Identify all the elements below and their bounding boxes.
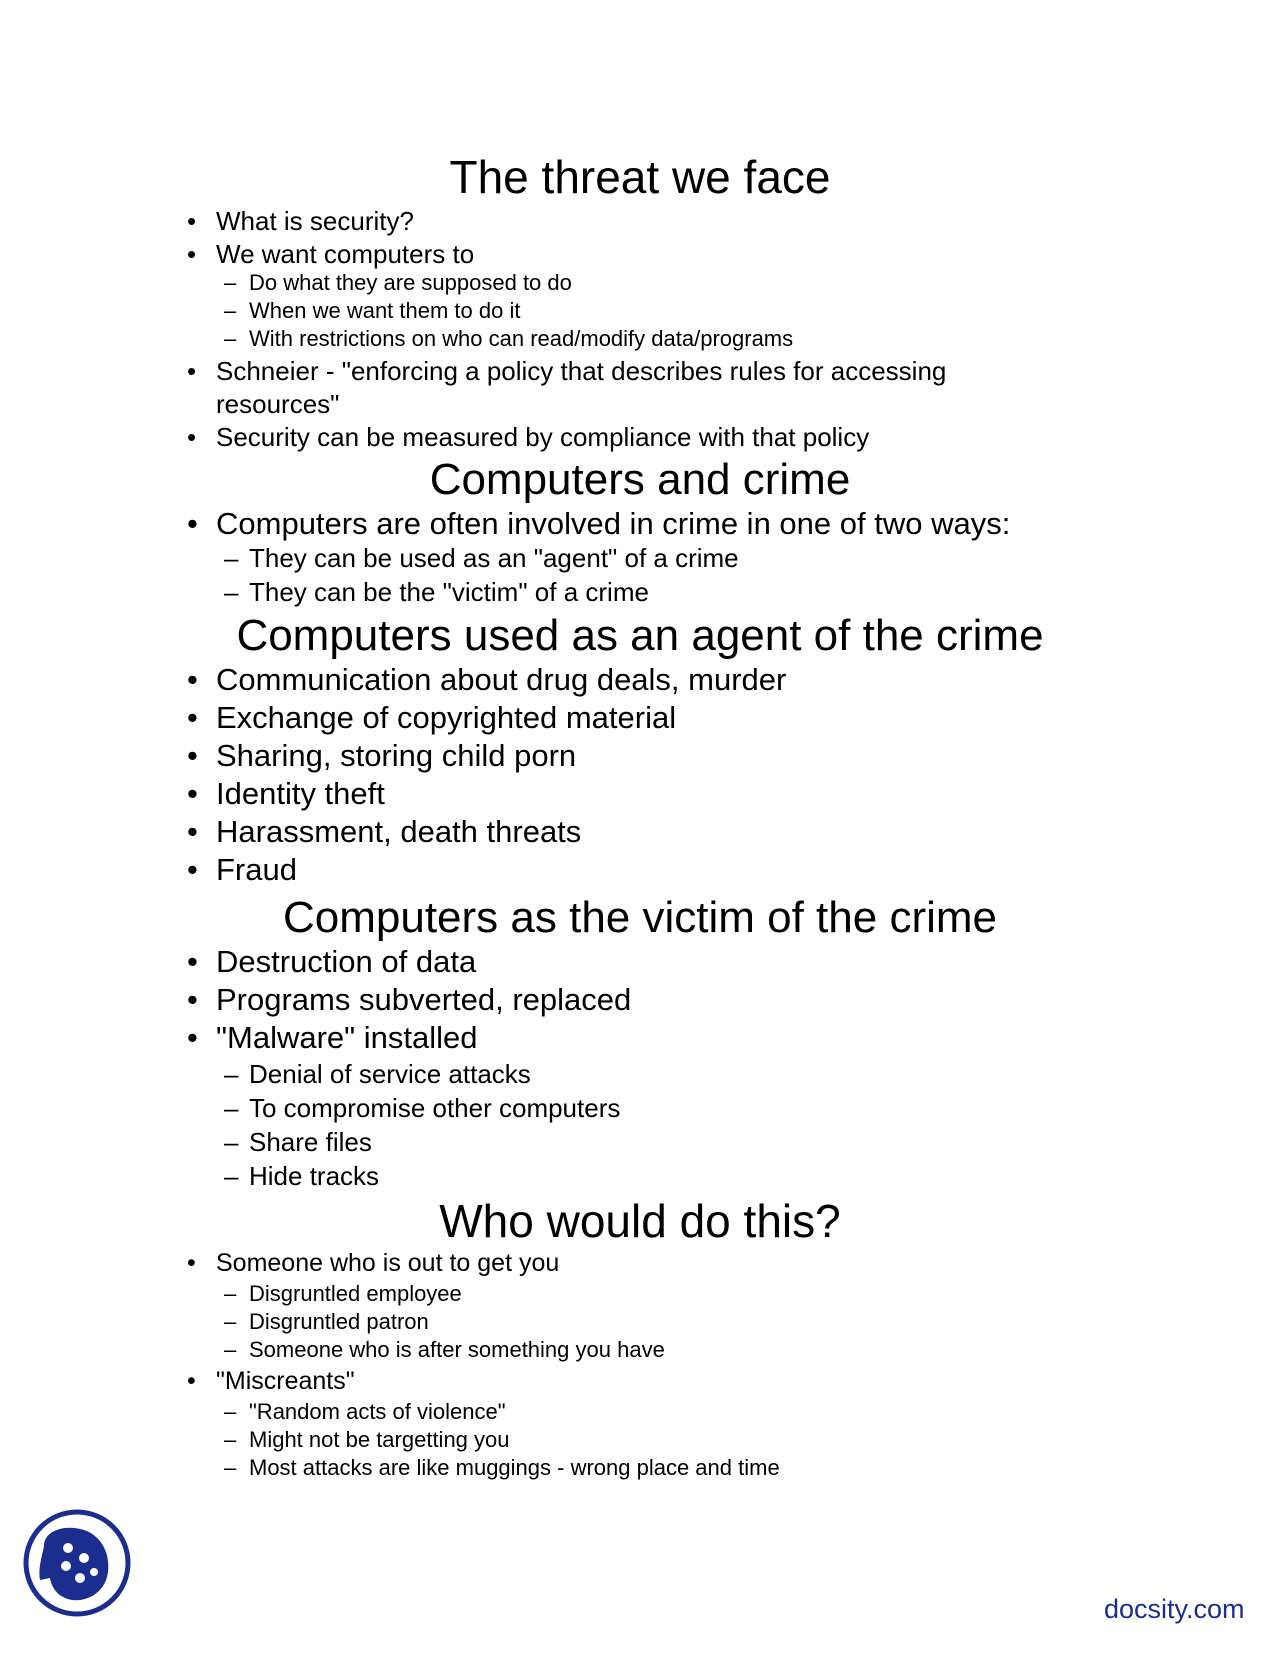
docsity-brand-link[interactable]: docsity.com	[1104, 1594, 1245, 1624]
document-page: The threat we face • What is security? • We want computers to – Do what they are supposed to do – When we want them to do it – With restrictions on who can read/modify data/programs • Schneier - "enforcing a policy that describes rules for accessing resources" • Security can be measured by compliance with that policy Computers and crime • Computers are often involved in crime in one of two ways: – They can be used as an "agent" of a crime – They can be the "victim" of a crime Computers used as an agent of the crime • Communication about drug deals, murder • Exchange of copyrighted material • Sharing, storing child porn • Identity theft • Harassment, death threats • Fraud Computers as the victim of the crime • Destruction of data • Programs subverted, replaced • "Malware" installed – Denial of service attacks – To compromise other computers – Share files – Hide tracks Who would do this? • Someone who is out to get you – Disgruntled employee – Disgruntled patron – Someone who is after something you have • "Miscreants" – "Random acts of violence" – Might not be targetting you – Most attacks are like muggings - wrong place and time docsity.com	[0, 0, 1280, 1656]
docsity-logo-icon[interactable]	[22, 1508, 132, 1618]
section-title-crime: Computers and crime	[429, 455, 851, 504]
section-title-threat: The threat we face	[449, 151, 831, 203]
section-title-who: Who would do this?	[439, 1195, 841, 1247]
section-title-victim: Computers as the victim of the crime	[282, 893, 997, 942]
section-title-agent: Computers used as an agent of the crime	[236, 611, 1044, 660]
